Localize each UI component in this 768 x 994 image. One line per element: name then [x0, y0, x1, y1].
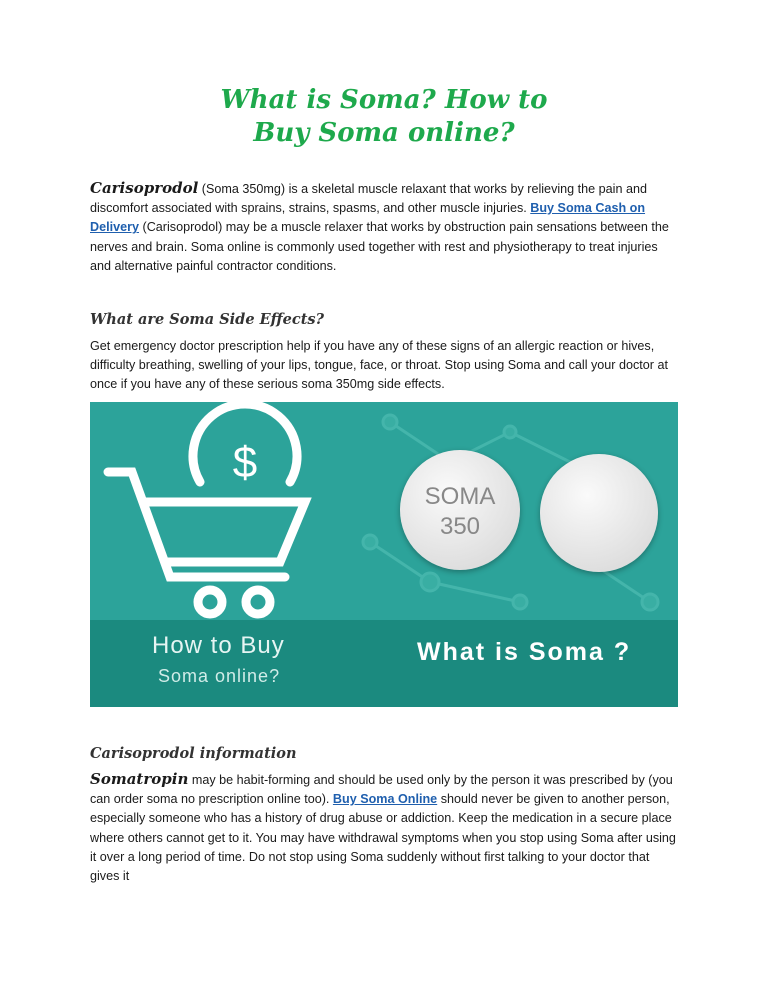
intro-paragraph	[90, 179, 682, 276]
buy-soma-online-link[interactable]: Buy Soma Online	[332, 792, 438, 807]
pill-text-2: 350	[439, 513, 481, 540]
banner-band	[90, 620, 678, 707]
banner-right-text: What is Soma ?	[417, 638, 632, 666]
banner-left-line-2: Soma online?	[158, 666, 281, 686]
title-line-1: What is Soma? How to	[220, 85, 548, 115]
soma-pill-back	[540, 454, 658, 572]
svg-text:$: $	[232, 438, 258, 487]
side-effects-heading: What are Soma Side Effects?	[90, 311, 325, 328]
soma-pill	[400, 450, 520, 570]
info-text-2: should never be given to another person, especially someone who has a history of drug abuse or addiction. Keep the medication in a secure place where others cannot get to it. You may have withdrawal symptoms when you stop using Soma after using it over a long period of time. Do not stop using Soma suddenly without first talking to your doctor that gives it	[90, 792, 676, 884]
side-effects-paragraph: Get emergency doctor prescription help if you have any of these signs of an allergic reaction or hives, difficulty breathing, swelling of your lips, tongue, face, or throat. Stop using Soma and call your doctor at once if you have any of these serious soma 350mg side effects.	[90, 339, 669, 392]
shopping-cart-dollar-icon	[108, 404, 305, 614]
info-lead: Somatropin	[90, 770, 189, 788]
info-text-1: may be habit-forming and should be used only by the person it was prescribed by (you can order soma no prescription online too).	[90, 773, 673, 807]
intro-text-1: (Soma 350mg) is a skeletal muscle relaxant that works by relieving the pain and discomfort associated with sprains, strains, spasms, and other muscle injuries.	[90, 182, 647, 216]
title-line-2: Buy Soma online?	[253, 118, 515, 148]
banner-left-line-1: How to Buy	[152, 632, 285, 659]
intro-lead: Carisoprodol	[90, 179, 199, 197]
intro-text-2: (Carisoprodol) may be a muscle relaxer that works by obstruction pain sensations between the nerves and brain. Soma online is commonly used together with rest and physiotherapy to treat injuries and alternative painful contractor conditions.	[90, 220, 669, 273]
buy-soma-cod-link[interactable]: Buy Soma Cash on Delivery	[90, 201, 646, 235]
pill-text-1: SOMA	[424, 483, 496, 510]
info-paragraph	[90, 770, 682, 886]
soma-banner-image	[90, 402, 678, 707]
info-heading: Carisoprodol information	[90, 745, 297, 762]
page-title	[0, 84, 768, 150]
